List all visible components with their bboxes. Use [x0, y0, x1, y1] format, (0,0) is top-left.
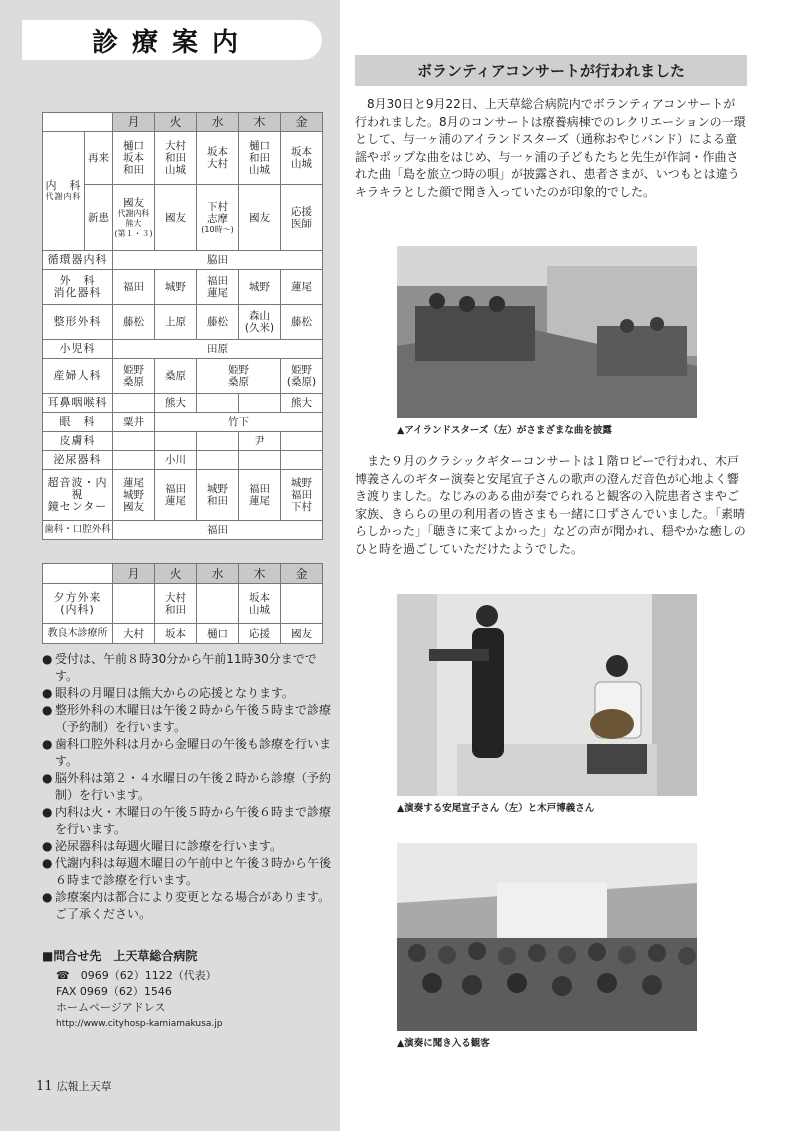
- article-title: ボランティアコンサートが行われました: [355, 55, 747, 86]
- cell: 藤松: [113, 305, 155, 340]
- cell: 小川: [155, 451, 197, 470]
- band-photo-image: [397, 246, 697, 418]
- cell: 大村: [113, 624, 155, 644]
- note-item: ● 診療案内は都合により変更となる場合があります。ご了承ください。: [42, 890, 331, 921]
- cell: 福田 蓮尾: [197, 270, 239, 305]
- cell: [155, 432, 197, 451]
- note-item: ● 眼科の月曜日は熊大からの応援となります。: [42, 686, 295, 700]
- cell: 樋口 和田 山城: [239, 132, 281, 185]
- cell: 大村 和田 山城: [155, 132, 197, 185]
- concert-photo-band: [397, 246, 697, 418]
- dept-label: 夕方外来 (内科): [43, 584, 113, 624]
- publication-name: 広報上天草: [56, 1080, 112, 1093]
- note-item: ● 歯科口腔外科は月から金曜日の午後も診療を行います。: [42, 737, 332, 768]
- day-header: 月: [113, 113, 155, 132]
- note-item: ● 受付は、午前８時30分から午前11時30分までです。: [42, 652, 317, 683]
- cell: 國友 代謝内科 熊大 (第１・３): [113, 185, 155, 251]
- day-header: 月: [113, 564, 155, 584]
- dept-label: 超音波・内視 鏡センター: [43, 470, 113, 521]
- cell: 姫野 (桑原): [281, 359, 323, 394]
- concert-photo-audience: [397, 843, 697, 1031]
- day-header: 水: [197, 113, 239, 132]
- cell: [239, 394, 281, 413]
- contact-phone: ☎ 0969（62）1122（代表）: [56, 969, 217, 982]
- note-item: ● 脳外科は第２・４水曜日の午後２時から診療（予約制）を行います。: [42, 771, 332, 802]
- cell: 下村 志摩 (10時～): [197, 185, 239, 251]
- photo-caption: ▲演奏する安尾宣子さん（左）と木戸博義さん: [397, 803, 595, 814]
- dept-label: 小児科: [43, 340, 113, 359]
- day-header: 金: [281, 564, 323, 584]
- cell: 樋口 坂本 和田: [113, 132, 155, 185]
- page-number: 11: [36, 1079, 53, 1094]
- dept-label: 循環器内科: [43, 251, 113, 270]
- cell: 福田: [113, 270, 155, 305]
- cell: 脇田: [113, 251, 323, 270]
- cell: 上原: [155, 305, 197, 340]
- cell: 樋口: [197, 624, 239, 644]
- note-item: ● 泌尿器科は毎週火曜日に診療を行います。: [42, 839, 283, 853]
- cell: [113, 451, 155, 470]
- schedule-table: [42, 112, 323, 540]
- cell: 福田: [113, 521, 323, 540]
- note-item: ● 整形外科の木曜日は午後２時から午後５時まで診療（予約制）を行います。: [42, 703, 332, 734]
- cell: 藤松: [197, 305, 239, 340]
- cell: 福田 蓮尾: [155, 470, 197, 521]
- cell: 城野 福田 下村: [281, 470, 323, 521]
- day-header: 水: [197, 564, 239, 584]
- dept-label: 歯科・口腔外科: [43, 521, 113, 540]
- cell: 応援: [239, 624, 281, 644]
- day-header: 火: [155, 564, 197, 584]
- cell: 藤松: [281, 305, 323, 340]
- cell: [281, 432, 323, 451]
- cell: [113, 432, 155, 451]
- dept-label: 外 科 消化器科: [43, 270, 113, 305]
- cell: [197, 584, 239, 624]
- day-header: 火: [155, 113, 197, 132]
- row-label: 再来: [85, 132, 113, 185]
- day-header: 金: [281, 113, 323, 132]
- cell: 蓮尾 城野 國友: [113, 470, 155, 521]
- cell: [113, 394, 155, 413]
- cell: 蓮尾: [281, 270, 323, 305]
- cell: 熊大: [155, 394, 197, 413]
- cell: 粟井: [113, 413, 155, 432]
- cell: 坂本 山城: [239, 584, 281, 624]
- section-title: 診療案内: [22, 20, 322, 60]
- article-paragraph: 8月30日と9月22日、上天草総合病院内でボランティアコンサートが行われました。8月のコンサートは療養病棟でのレクリエーションの一環として、与一ヶ浦のアイランドスターズ（通称おやじバンド）による童謡やポップな曲をはじめ、与一ヶ浦の子どもたちと先生が作詞・作曲された曲「島を旅立つ時の唄」が披露され、患者さまが、いつもとは違うキラキラとした顔で聞き入っていたのが印象的でした。: [355, 97, 746, 199]
- cell: [197, 394, 239, 413]
- cell: 福田 蓮尾: [239, 470, 281, 521]
- cell: 城野: [155, 270, 197, 305]
- day-header: 木: [239, 564, 281, 584]
- cell: 坂本: [155, 624, 197, 644]
- dept-label: 教良木診療所: [43, 624, 113, 644]
- cell: 城野: [239, 270, 281, 305]
- contact-hp-label: ホームページアドレス: [56, 1001, 166, 1014]
- dept-naika: 内 科 代謝内科: [43, 132, 85, 251]
- audience-photo-image: [397, 843, 697, 1031]
- dept-label: 耳鼻咽喉科: [43, 394, 113, 413]
- cell: [281, 584, 323, 624]
- contact-fax: FAX 0969（62）1546: [56, 985, 172, 998]
- evening-schedule-table: [42, 563, 323, 644]
- cell: 桑原: [155, 359, 197, 394]
- cell: 田原: [113, 340, 323, 359]
- dept-label: 産婦人科: [43, 359, 113, 394]
- duo-photo-image: [397, 594, 697, 796]
- cell: [197, 432, 239, 451]
- cell: 姫野 桑原: [197, 359, 281, 394]
- cell: 熊大: [281, 394, 323, 413]
- cell: [239, 451, 281, 470]
- note-item: ● 代謝内科は毎週木曜日の午前中と午後３時から午後６時まで診療を行います。: [42, 856, 332, 887]
- cell: [281, 451, 323, 470]
- photo-caption: ▲演奏に聞き入る観客: [397, 1038, 490, 1049]
- dept-label: 皮膚科: [43, 432, 113, 451]
- cell: 國友: [281, 624, 323, 644]
- contact-url[interactable]: http://www.cityhosp-kamiamakusa.jp: [56, 1019, 223, 1029]
- cell: 森山 (久米): [239, 305, 281, 340]
- cell: 國友: [155, 185, 197, 251]
- note-item: ● 内科は火・木曜日の午後５時から午後６時まで診療を行います。: [42, 805, 332, 836]
- cell: 姫野 桑原: [113, 359, 155, 394]
- article-paragraph: また９月のクラシックギターコンサートは１階ロビーで行われ、木戸博義さんのギター演奏と安尾宣子さんの歌声の澄んだ音色が心地よく響き渡りました。なじみのある曲が奏でられると観客の入院患者さまやご家族、きららの里の利用者の皆さまも一緒に口ずさんでいました。「素晴らしかった」「聴きに来てよかった」などの声が聞かれ、穏やかな癒しのひと時を過ごしていただけたようでした。: [355, 454, 746, 556]
- contact-heading: ■問合せ先 上天草総合病院: [42, 949, 198, 963]
- row-label: 新患: [85, 185, 113, 251]
- dept-label: 眼 科: [43, 413, 113, 432]
- concert-photo-duo: [397, 594, 697, 796]
- cell: 応援 医師: [281, 185, 323, 251]
- cell: 竹下: [155, 413, 323, 432]
- dept-label: 整形外科: [43, 305, 113, 340]
- cell: 大村 和田: [155, 584, 197, 624]
- day-header: 木: [239, 113, 281, 132]
- dept-label: 泌尿器科: [43, 451, 113, 470]
- cell: 城野 和田: [197, 470, 239, 521]
- photo-caption: ▲アイランドスターズ（左）がさまざまな曲を披露: [397, 425, 612, 436]
- cell: 尹: [239, 432, 281, 451]
- cell: 坂本 山城: [281, 132, 323, 185]
- contact-info: [42, 948, 222, 1032]
- cell: 國友: [239, 185, 281, 251]
- page-footer: [36, 1078, 112, 1094]
- cell: [113, 584, 155, 624]
- notes-list: [42, 651, 332, 923]
- cell: [197, 451, 239, 470]
- cell: 坂本 大村: [197, 132, 239, 185]
